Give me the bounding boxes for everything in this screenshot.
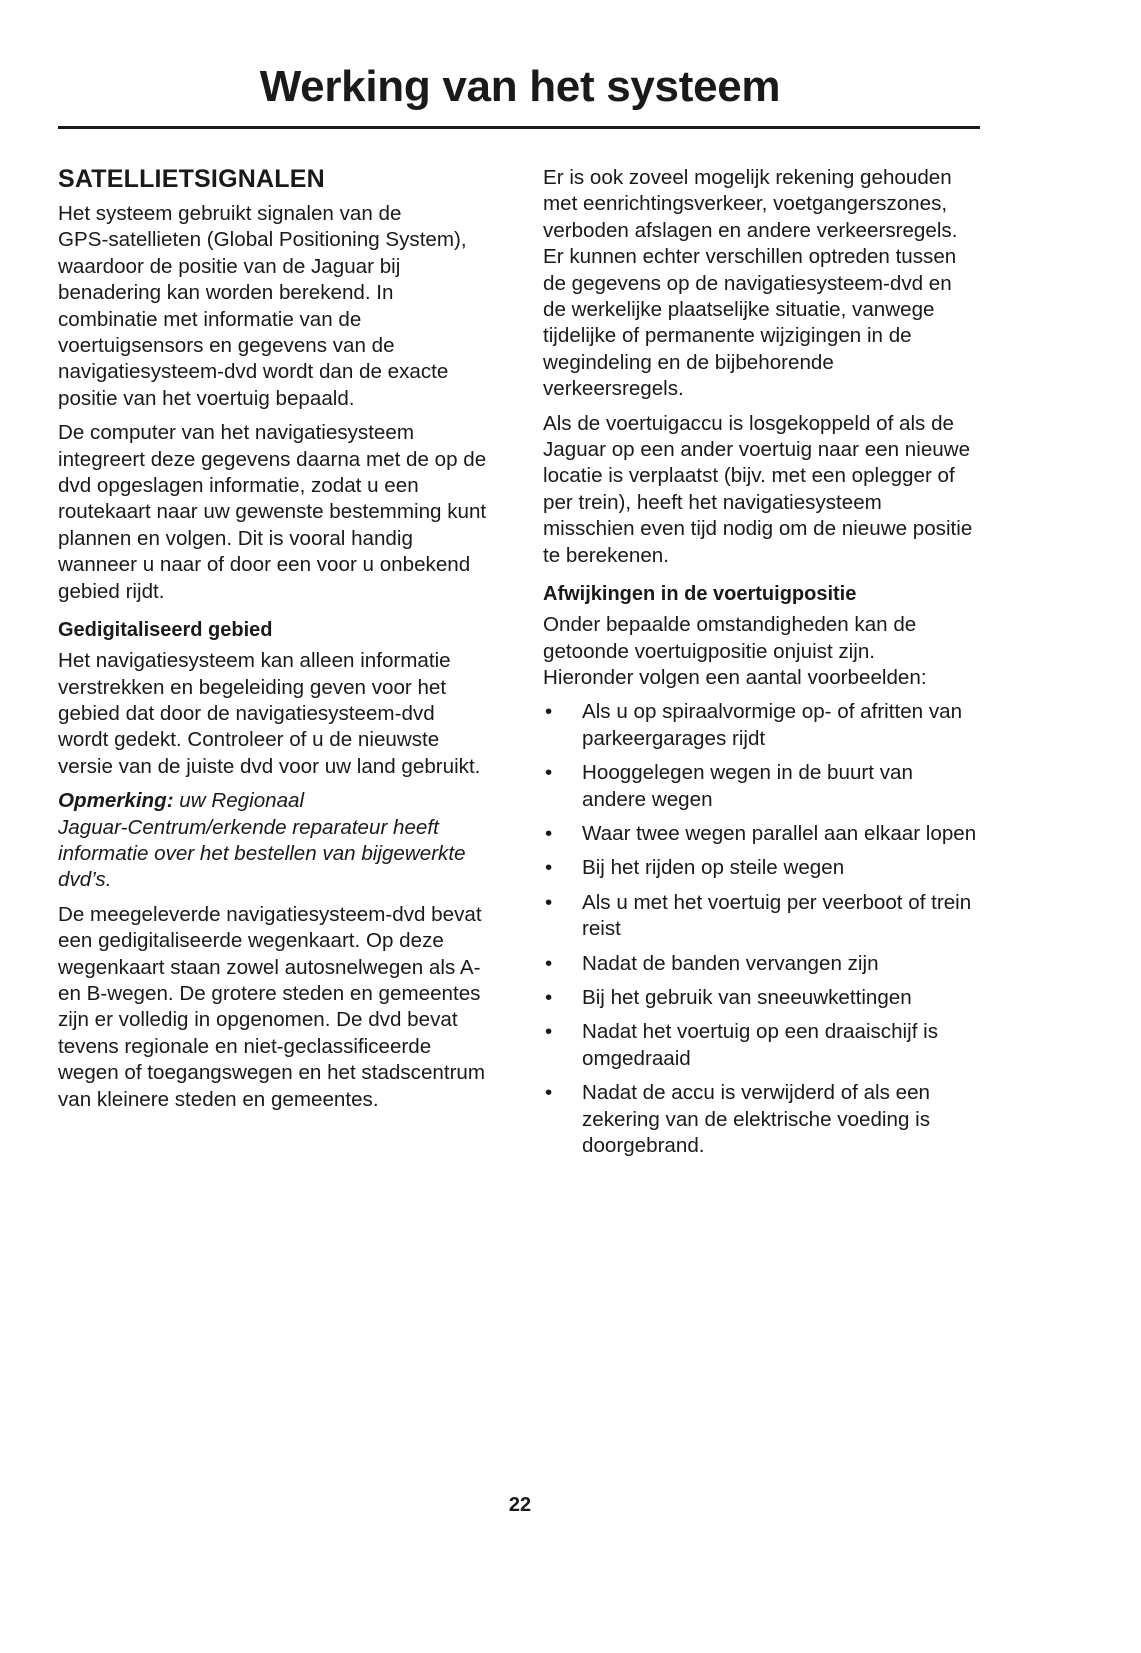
note-rest [58,815,508,894]
text-line: reist [582,917,621,941]
note-text: uw Regionaal [173,789,305,813]
paragraph [58,648,508,780]
list-item [543,890,988,943]
text-line: Jaguar op een ander voertuig naar een nieuwe [543,438,971,462]
text-line: Nadat de banden vervangen zijn [582,951,879,975]
page-number: 22 [508,1494,532,1516]
text-line: routekaart naar uw gewenste bestemming kunt [58,500,487,524]
list-item [543,855,988,881]
note-label: Opmerking: [58,789,174,813]
text-line: De computer van het navigatiesysteem [58,421,414,445]
text-line: Als u met het voertuig per veerboot of trein [582,890,972,914]
text-line: van kleinere steden en gemeentes. [58,1087,379,1111]
paragraph [58,201,508,412]
text-line: tijdelijke of permanente wijzigingen in de [543,324,912,348]
text-line: positie van het voertuig bepaald. [58,386,355,410]
text-line: gebied dat door de navigatiesysteem-dvd [58,701,435,725]
list-item [543,1019,988,1072]
subheading: Gedigitaliseerd gebied [58,619,273,642]
text-line: Hieronder volgen een aantal voorbeelden: [543,665,927,689]
text-line: Het systeem gebruikt signalen van de [58,202,402,225]
list-item [543,985,988,1011]
bullet-icon: • [545,1020,553,1044]
paragraph [543,411,988,569]
text-line: Hooggelegen wegen in de buurt van [582,761,913,785]
text-line: Het navigatiesysteem kan alleen informatie [58,649,451,673]
subheading: Afwijkingen in de voertuigpositie [543,583,857,606]
list-item [543,821,988,847]
bullet-icon: • [545,700,553,724]
paragraph [543,165,988,403]
text-line: te berekenen. [543,543,669,567]
text-line: informatie over het bestellen van bijgewerkte [58,841,466,865]
text-line: versie van de juiste dvd voor uw land gebruikt. [58,754,481,778]
text-line: misschien even tijd nodig om de nieuwe positie [543,517,973,541]
text-line: parkeergarages rijdt [582,726,766,750]
text-line: integreert deze gegevens daarna met de op de [58,447,487,471]
text-line: benadering kan worden berekend. In [58,281,394,305]
text-line: wegindeling en de bijbehorende [543,350,834,374]
bullet-icon: • [545,821,553,845]
text-line: GPS-satellieten (Global Positioning System), [58,228,467,252]
list-item [543,760,988,813]
bullet-icon: • [545,856,553,880]
text-line: wegen of toegangswegen en het stadscentrum [58,1061,486,1085]
text-line: zijn er volledig in opgenomen. De dvd bevat [58,1008,458,1032]
text-line: de werkelijke plaatselijke situatie, vanwege [543,298,935,322]
text-line: de gegevens op de navigatiesysteem-dvd en [543,271,952,295]
text-line: Als u op spiraalvormige op- of afritten van [582,700,963,724]
text-line: andere wegen [582,787,713,811]
text-line: tevens regionale en niet-geclassificeerde [58,1034,432,1058]
text-line: De meegeleverde navigatiesysteem-dvd bevat [58,902,482,926]
text-line: locatie is verplaatst (bijv. met een oplegger of [543,464,955,488]
list-item [543,1080,988,1159]
text-line: Er is ook zoveel mogelijk rekening gehouden [543,166,952,189]
text-line: Waar twee wegen parallel aan elkaar lopen [582,821,977,845]
text-line: verstrekken en begeleiding geven voor het [58,675,447,699]
text-line: en B-wegen. De grotere steden en gemeentes [58,981,481,1005]
text-line: Nadat het voertuig op een draaischijf is [582,1020,939,1044]
text-line: verkeersregels. [543,377,684,401]
text-line: waardoor de positie van de Jaguar bij [58,254,401,278]
list-item [543,951,988,977]
section-heading: SATELLIETSIGNALEN [58,165,325,193]
text-line: Bij het gebruik van sneeuwkettingen [582,985,912,1009]
text-line: per trein), heeft het navigatiesysteem [543,490,882,514]
text-line: Jaguar-Centrum/erkende reparateur heeft [58,815,439,839]
bullet-icon: • [545,890,553,914]
text-line: Nadat de accu is verwijderd of als een [582,1081,930,1105]
text-line: gebied rijdt. [58,579,165,603]
note [58,788,508,894]
text-line: met eenrichtingsverkeer, voetgangerszones, [543,192,948,216]
text-line: wanneer u naar of door een voor u onbekend [58,553,471,577]
paragraph [58,902,508,1113]
bullet-list [543,699,988,1159]
bullet-icon: • [545,1081,553,1105]
text-line: plannen en volgen. Dit is vooral handig [58,526,413,550]
bullet-icon: • [545,985,553,1009]
text-line: dvd’s. [58,868,112,892]
left-column [58,164,508,1121]
text-line: doorgebrand. [582,1134,705,1157]
text-line: dvd opgeslagen informatie, zodat u een [58,474,419,498]
list-item [543,699,988,752]
bullet-icon: • [545,951,553,975]
text-line: een gedigitaliseerde wegenkaart. Op deze [58,929,444,953]
text-line: zekering van de elektrische voeding is [582,1107,931,1131]
text-line: getoonde voertuigpositie onjuist zijn. [543,639,876,663]
text-line: navigatiesysteem-dvd wordt dan de exacte [58,360,449,384]
text-line: Onder bepaalde omstandigheden kan de [543,613,917,637]
right-column [543,165,988,1167]
page-title: Werking van het systeem [259,62,781,111]
text-line: voertuigsensors en gegevens van de [58,334,395,358]
text-line: wegenkaart staan zowel autosnelwegen als A- [58,955,481,979]
text-line: verboden afslagen en andere verkeersregels. [543,218,958,242]
text-line: Bij het rijden op steile wegen [582,856,845,880]
paragraph [543,612,988,691]
text-line: omgedraaid [582,1046,691,1070]
paragraph [58,420,508,605]
text-line: wordt gedekt. Controleer of u de nieuwste [58,728,440,752]
text-line: Als de voertuigaccu is losgekoppeld of als de [543,411,954,435]
text-line: combinatie met informatie van de [58,307,362,331]
title-rule [58,126,980,129]
text-line: Er kunnen echter verschillen optreden tussen [543,245,957,269]
bullet-icon: • [545,761,553,785]
